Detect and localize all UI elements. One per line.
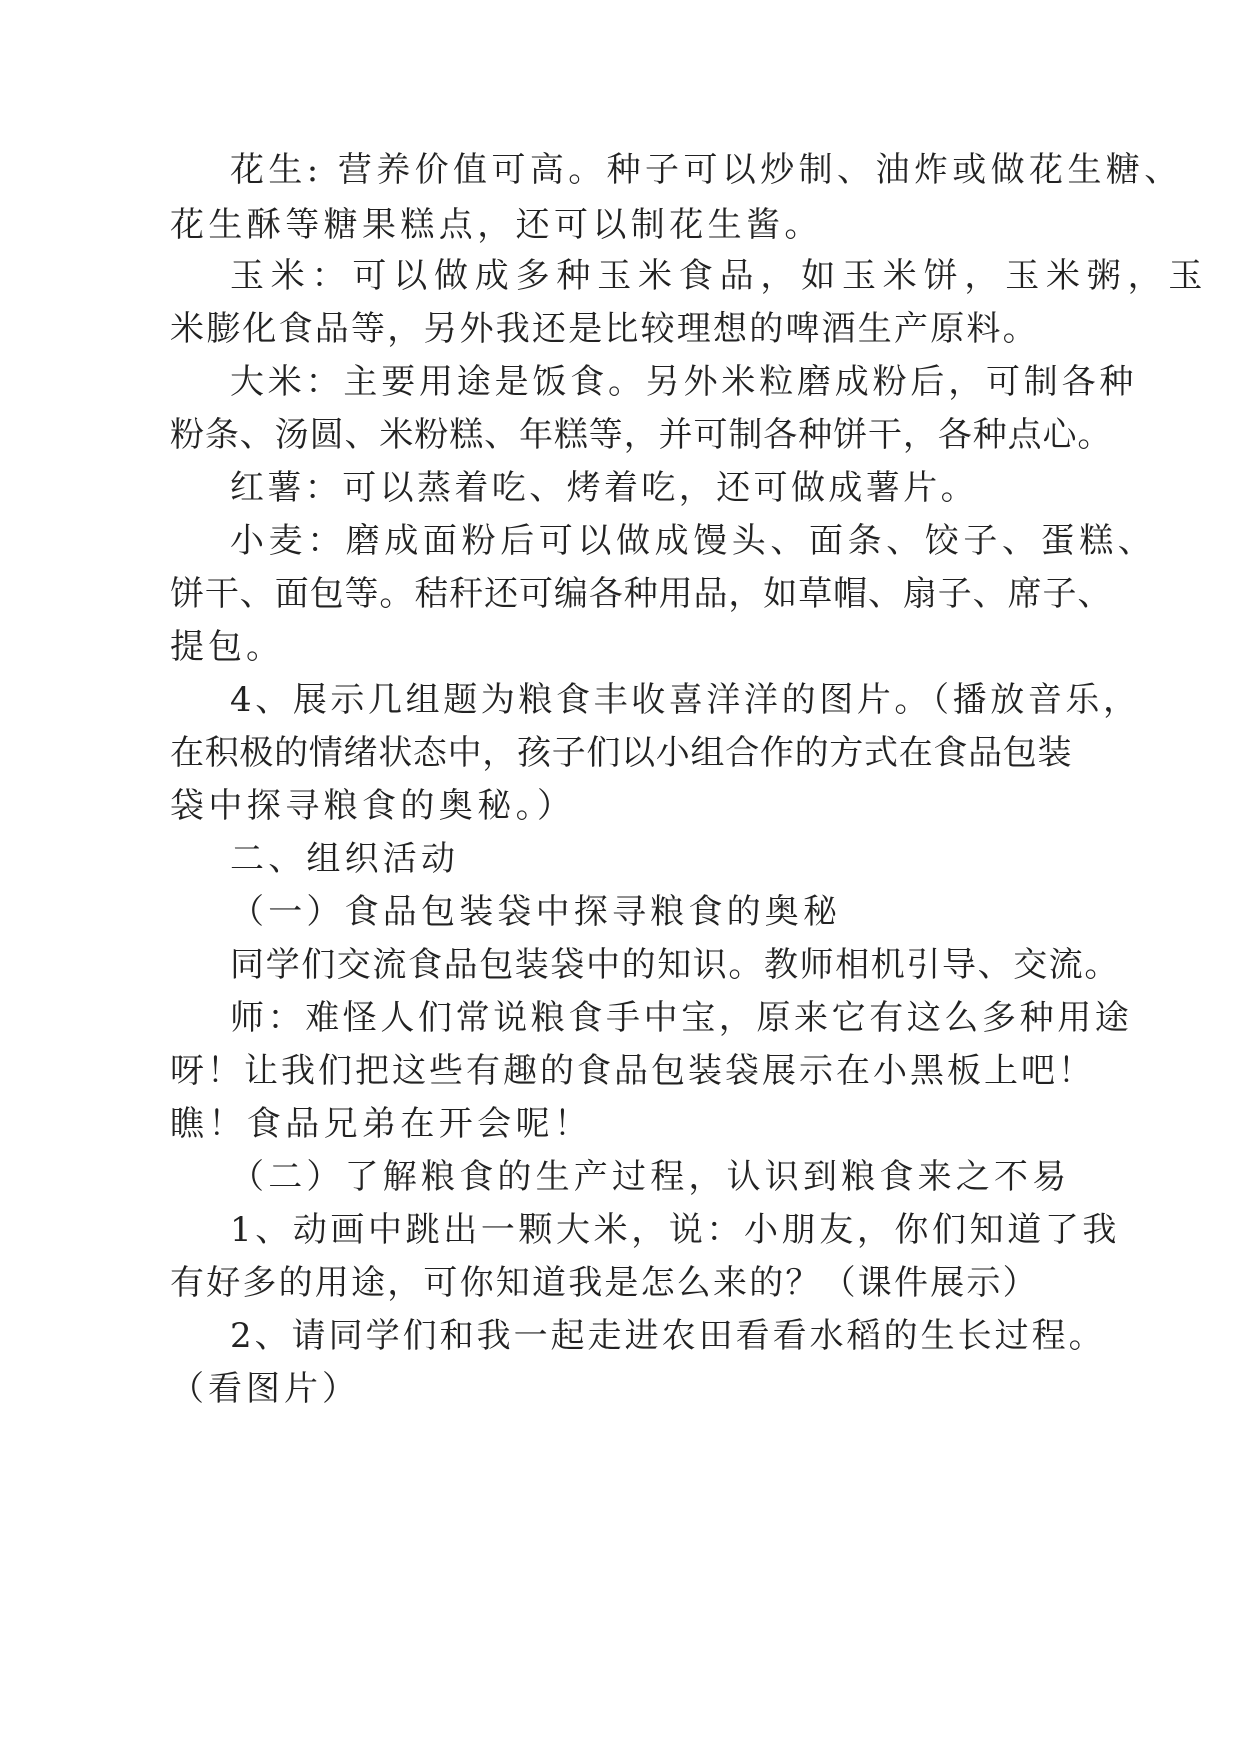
text-line: 饼干、面包等。秸秆还可编各种用品，如草帽、扇子、席子、 [170,574,1113,614]
text-line: 在积极的情绪状态中，孩子们以小组合作的方式在食品包装 [170,733,1073,773]
text-line: （看图片） [170,1369,360,1409]
text-line: 呀！让我们把这些有趣的食品包装袋展示在小黑板上吧！ [170,1051,1095,1091]
text-line: 粉条、汤圆、米粉糕、年糕等，并可制各种饼干，各种点心。 [170,415,1113,455]
text-line: 玉米：可以做成多种玉米食品，如玉米饼，玉米粥，玉 [230,256,1210,296]
text-line: 小麦：磨成面粉后可以做成馒头、面条、饺子、蛋糕、 [230,521,1157,561]
text-line: 袋中探寻粮食的奥秘。） [170,786,576,826]
text-line: 提包。 [170,627,284,667]
text-line: 二、组织活动 [230,839,460,879]
text-line: 红薯：可以蒸着吃、烤着吃，还可做成薯片。 [230,468,978,508]
text-line: 花生酥等糖果糕点，还可以制花生酱。 [170,205,823,245]
text-line: 同学们交流食品包装袋中的知识。教师相机引导、交流。 [230,945,1120,985]
text-line: （二）了解粮食的生产过程，认识到粮食来之不易 [230,1157,1071,1197]
text-line: 师：难怪人们常说粮食手中宝，原来它有这么多种用途 [230,998,1133,1038]
text-line: 2、请同学们和我一起走进农田看看水稻的生长过程。 [230,1316,1106,1356]
text-line: 花生: 营养价值可高。种子可以炒制、油炸或做花生糖、 [230,150,1183,190]
text-line: （一）食品包装袋中探寻粮食的奥秘 [230,892,842,932]
text-line: 瞧！食品兄弟在开会呢！ [170,1104,593,1144]
text-line: 大米：主要用途是饭食。另外米粒磨成粉后，可制各种 [230,362,1138,402]
text-line: 有好多的用途，可你知道我是怎么来的？（课件展示） [170,1263,1039,1303]
text-line: 1、动画中跳出一颗大米，说：小朋友，你们知道了我 [230,1210,1121,1250]
text-line: 4、展示几组题为粮食丰收喜洋洋的图片。（播放音乐， [230,680,1141,720]
text-line: 米膨化食品等，另外我还是比较理想的啤酒生产原料。 [170,309,1039,349]
